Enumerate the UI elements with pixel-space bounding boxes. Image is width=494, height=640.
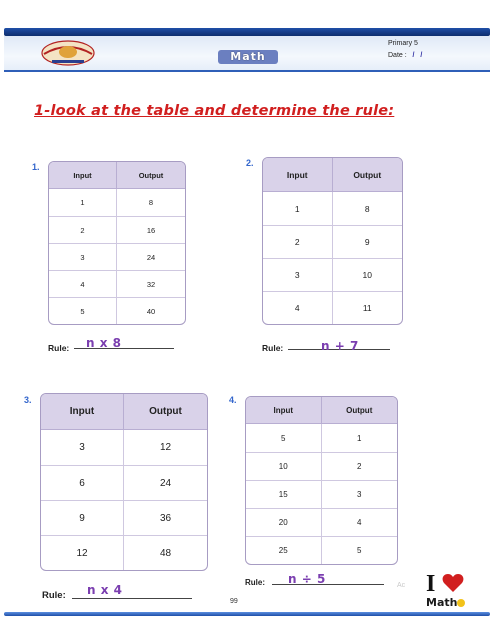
logo-math-text bbox=[426, 596, 465, 609]
grade-label: Primary 5 bbox=[388, 40, 418, 47]
table-cell: 24 bbox=[124, 465, 207, 500]
table-cell: 1 bbox=[263, 192, 333, 225]
table-header-output: Output bbox=[333, 158, 403, 192]
rule-answer: n + 7 bbox=[321, 339, 359, 353]
table-cell: 2 bbox=[322, 452, 398, 480]
date-label: Date : bbox=[388, 52, 407, 59]
heart-icon bbox=[442, 573, 464, 593]
table-cell: 2 bbox=[263, 225, 333, 258]
logo-math-word: Math bbox=[426, 596, 458, 609]
table-cell: 24 bbox=[117, 243, 185, 270]
table-cell: 8 bbox=[364, 203, 370, 214]
table-cell: 2 bbox=[49, 216, 117, 243]
table-cell: 11 bbox=[333, 291, 403, 324]
table-cell: 1 bbox=[49, 189, 117, 216]
table-cell: 25 bbox=[246, 536, 322, 564]
table-cell: 4 bbox=[322, 508, 398, 536]
table-cell: 3 bbox=[41, 430, 124, 465]
io-table bbox=[48, 161, 186, 325]
table-cell: 15 bbox=[246, 480, 322, 508]
rule-label: Rule: bbox=[42, 590, 66, 601]
table-header-input: Input bbox=[263, 158, 333, 192]
io-table bbox=[245, 396, 398, 565]
question-number: 1. bbox=[32, 162, 40, 172]
i-love-math-logo bbox=[426, 572, 474, 612]
question-number: 2. bbox=[246, 158, 254, 168]
table-cell: 6 bbox=[41, 465, 124, 500]
io-table bbox=[40, 393, 208, 571]
io-table bbox=[262, 157, 403, 325]
rule-label: Rule: bbox=[48, 343, 70, 353]
table-cell: 5 bbox=[246, 424, 322, 452]
table-cell: 48 bbox=[124, 535, 207, 570]
question-number: 4. bbox=[229, 395, 237, 405]
logo-letter-i: I bbox=[426, 571, 436, 597]
date-field bbox=[388, 52, 422, 59]
table-cell: 12 bbox=[159, 442, 172, 453]
table-cell: 1 bbox=[357, 433, 362, 443]
footer-bar bbox=[4, 612, 490, 616]
table-cell: 5 bbox=[49, 297, 117, 324]
table-cell: 3 bbox=[49, 243, 117, 270]
rule-answer: n x 8 bbox=[86, 336, 122, 350]
table-cell: 10 bbox=[333, 258, 403, 291]
table-cell: 4 bbox=[263, 291, 333, 324]
rule-answer: n ÷ 5 bbox=[288, 572, 326, 586]
table-cell: 3 bbox=[263, 258, 333, 291]
table-cell: 9 bbox=[41, 500, 124, 535]
table-cell: 32 bbox=[117, 270, 185, 297]
exercise-title: 1-look at the table and determine the rule: bbox=[34, 103, 395, 119]
table-header-output: Output bbox=[117, 162, 185, 189]
table-cell: 20 bbox=[246, 508, 322, 536]
table-cell: 40 bbox=[117, 297, 185, 324]
table-cell: 16 bbox=[117, 216, 185, 243]
page-number: 99 bbox=[230, 598, 238, 605]
table-header-output: Output bbox=[322, 397, 398, 424]
subject-title: Math bbox=[218, 50, 278, 64]
school-logo-icon bbox=[40, 38, 96, 68]
smiley-icon bbox=[457, 599, 465, 607]
rule-label: Rule: bbox=[245, 578, 265, 587]
rule-answer: n x 4 bbox=[87, 583, 123, 597]
table-cell: 10 bbox=[246, 452, 322, 480]
table-cell: 36 bbox=[124, 500, 207, 535]
question-number: 3. bbox=[24, 395, 32, 405]
rule-label: Rule: bbox=[262, 343, 284, 353]
table-header-input: Input bbox=[49, 162, 117, 189]
header-top-bar bbox=[4, 28, 490, 36]
faded-watermark-text: Ac bbox=[397, 582, 406, 589]
table-header-input: Input bbox=[41, 394, 124, 430]
table-header-output: Output bbox=[124, 394, 207, 430]
table-cell: 8 bbox=[148, 198, 154, 207]
table-cell: 12 bbox=[41, 535, 124, 570]
table-header-input: Input bbox=[246, 397, 322, 424]
date-separator: / bbox=[420, 52, 423, 59]
table-cell: 5 bbox=[322, 536, 398, 564]
table-cell: 4 bbox=[49, 270, 117, 297]
table-cell: 3 bbox=[322, 480, 398, 508]
page-header bbox=[0, 28, 494, 76]
table-cell: 9 bbox=[333, 225, 403, 258]
date-separator: / bbox=[412, 52, 415, 59]
